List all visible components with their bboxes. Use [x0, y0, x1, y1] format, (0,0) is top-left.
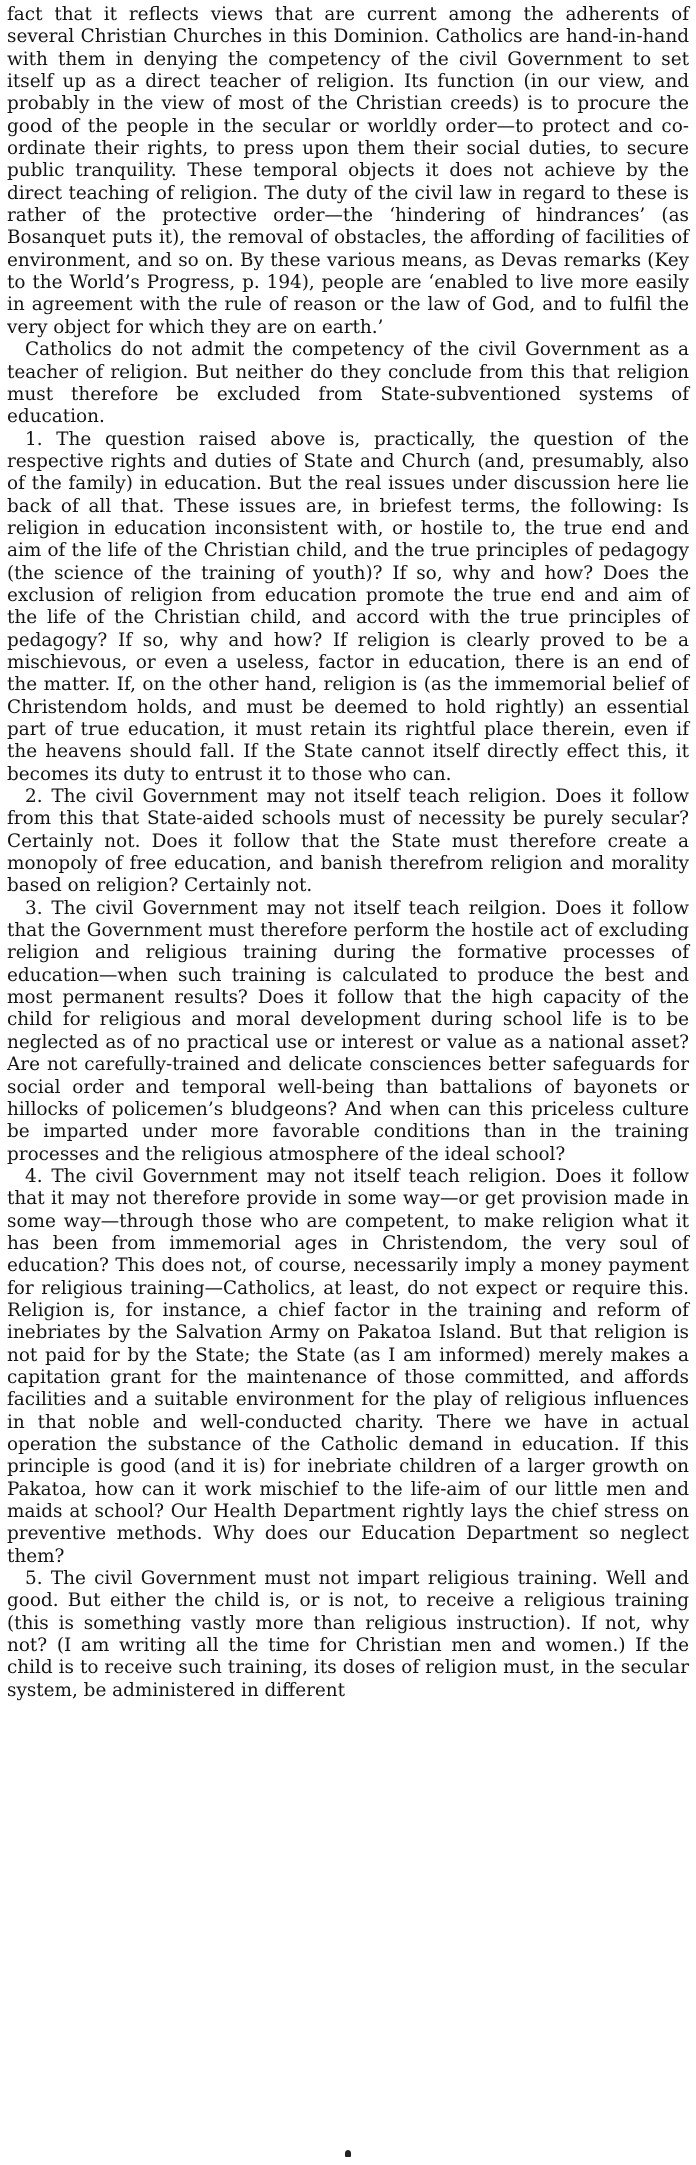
paragraph-point-5: 5. The civil Government must not impart religious training. Well and good. But either the child is, or is not, to receive a religious training (this is something vastly more than religious instruction). If not, why not? (I am writing all the time for Christian men and women.) If the child is to receive such training, its doses of religion must, in the secular system, be administered in different	[7, 1568, 689, 1701]
footer-dot-mark	[345, 2150, 351, 2157]
paragraph-point-3: 3. The civil Government may not itself teach reilgion. Does it follow that the Government must therefore perform the hostile act of excluding religion and religious training during the formative processes of education—when such training is calculated to produce the best and most permanent results? Does it follow that the high capacity of the child for religious and moral development during school life is to be neglected as of no practical use or interest or value as a national asset? Are not carefully-trained and delicate consciences better safeguards for social order and temporal well-being than battalions of bayonets or hillocks of policemen’s bludgeons? And when can this priceless culture be imparted under more favorable conditions than in the training processes and the religious atmosphere of the ideal school?	[7, 897, 689, 1165]
paragraph-point-4: 4. The civil Government may not itself teach religion. Does it follow that it may not therefore provide in some way—or get provision made in some way—through those who are competent, to make religion what it has been from immemorial ages in Christendom, the very soul of education? This does not, of course, necessarily imply a money payment for religious training—Catholics, at least, do not expect or require this. Religion is, for instance, a chief factor in the training and reform of inebriates by the Salvation Army on Pakatoa Island. But that religion is not paid for by the State; the State (as I am informed) merely makes a capitation grant for the maintenance of those committed, and affords facilities and a suitable environment for the play of religious influences in that noble and well-conducted charity. There we have in actual operation the substance of the Catholic demand in education. If this principle is good (and it is) for inebriate children of a larger growth on Pakatoa, how can it work mischief to the life-aim of our little men and maids at school? Our Health Department rightly lays the chief stress on preventive methods. Why does our Education Department so neglect them?	[7, 1165, 689, 1567]
paragraph-catholics-competency: Catholics do not admit the competency of the civil Government as a teacher of religion. But neither do they conclude from this that religion must therefore be excluded from State-subventioned systems of education.	[7, 339, 689, 428]
paragraph-point-1: 1. The question raised above is, practically, the question of the respective rights and duties of State and Church (and, presumably, also of the family) in education. But the real issues under discussion here lie back of all that. These issues are, in briefest terms, the following: Is religion in education inconsistent with, or hostile to, the true end and aim of the life of the Christian child, and the true principles of pedagogy (the science of the training of youth)? If so, why and how? Does the exclusion of religion from education promote the true end and aim of the life of the Christian child, and accord with the true principles of pedagogy? If so, why and how? If religion is clearly proved to be a mischievous, or even a useless, factor in education, there is an end of the matter. If, on the other hand, religion is (as the immemorial belief of Christendom holds, and must be deemed to hold rightly) an essential part of true education, it must retain its rightful place therein, even if the heavens should fall. If the State cannot itself directly effect this, it becomes its duty to entrust it to those who can.	[7, 428, 689, 785]
paragraph-continuation: fact that it reflects views that are current among the adherents of several Christian Churches in this Dominion. Catholics are hand-in-hand with them in denying the competency of the civil Government to set itself up as a direct teacher of religion. Its function (in our view, and probably in the view of most of the Christian creeds) is to procure the good of the people in the secular or worldly order—to protect and co-ordinate their rights, to press upon them their social duties, to secure public tranquility. These temporal objects it does not achieve by the direct teaching of religion. The duty of the civil law in regard to these is rather of the protective order—the ‘hindering of hindrances’ (as Bosanquet puts it), the removal of obstacles, the affording of facilities of environment, and so on. By these various means, as Devas remarks (Key to the World’s Progress, p. 194), people are ‘enabled to live more easily in agreement with the rule of reason or the law of God, and to fulfil the very object for which they are on earth.’	[7, 4, 689, 338]
paragraph-point-2: 2. The civil Government may not itself teach religion. Does it follow from this that State-aided schools must of necessity be purely secular? Certainly not. Does it follow that the State must therefore create a monopoly of free education, and banish therefrom religion and morality based on religion? Certainly not.	[7, 786, 689, 897]
